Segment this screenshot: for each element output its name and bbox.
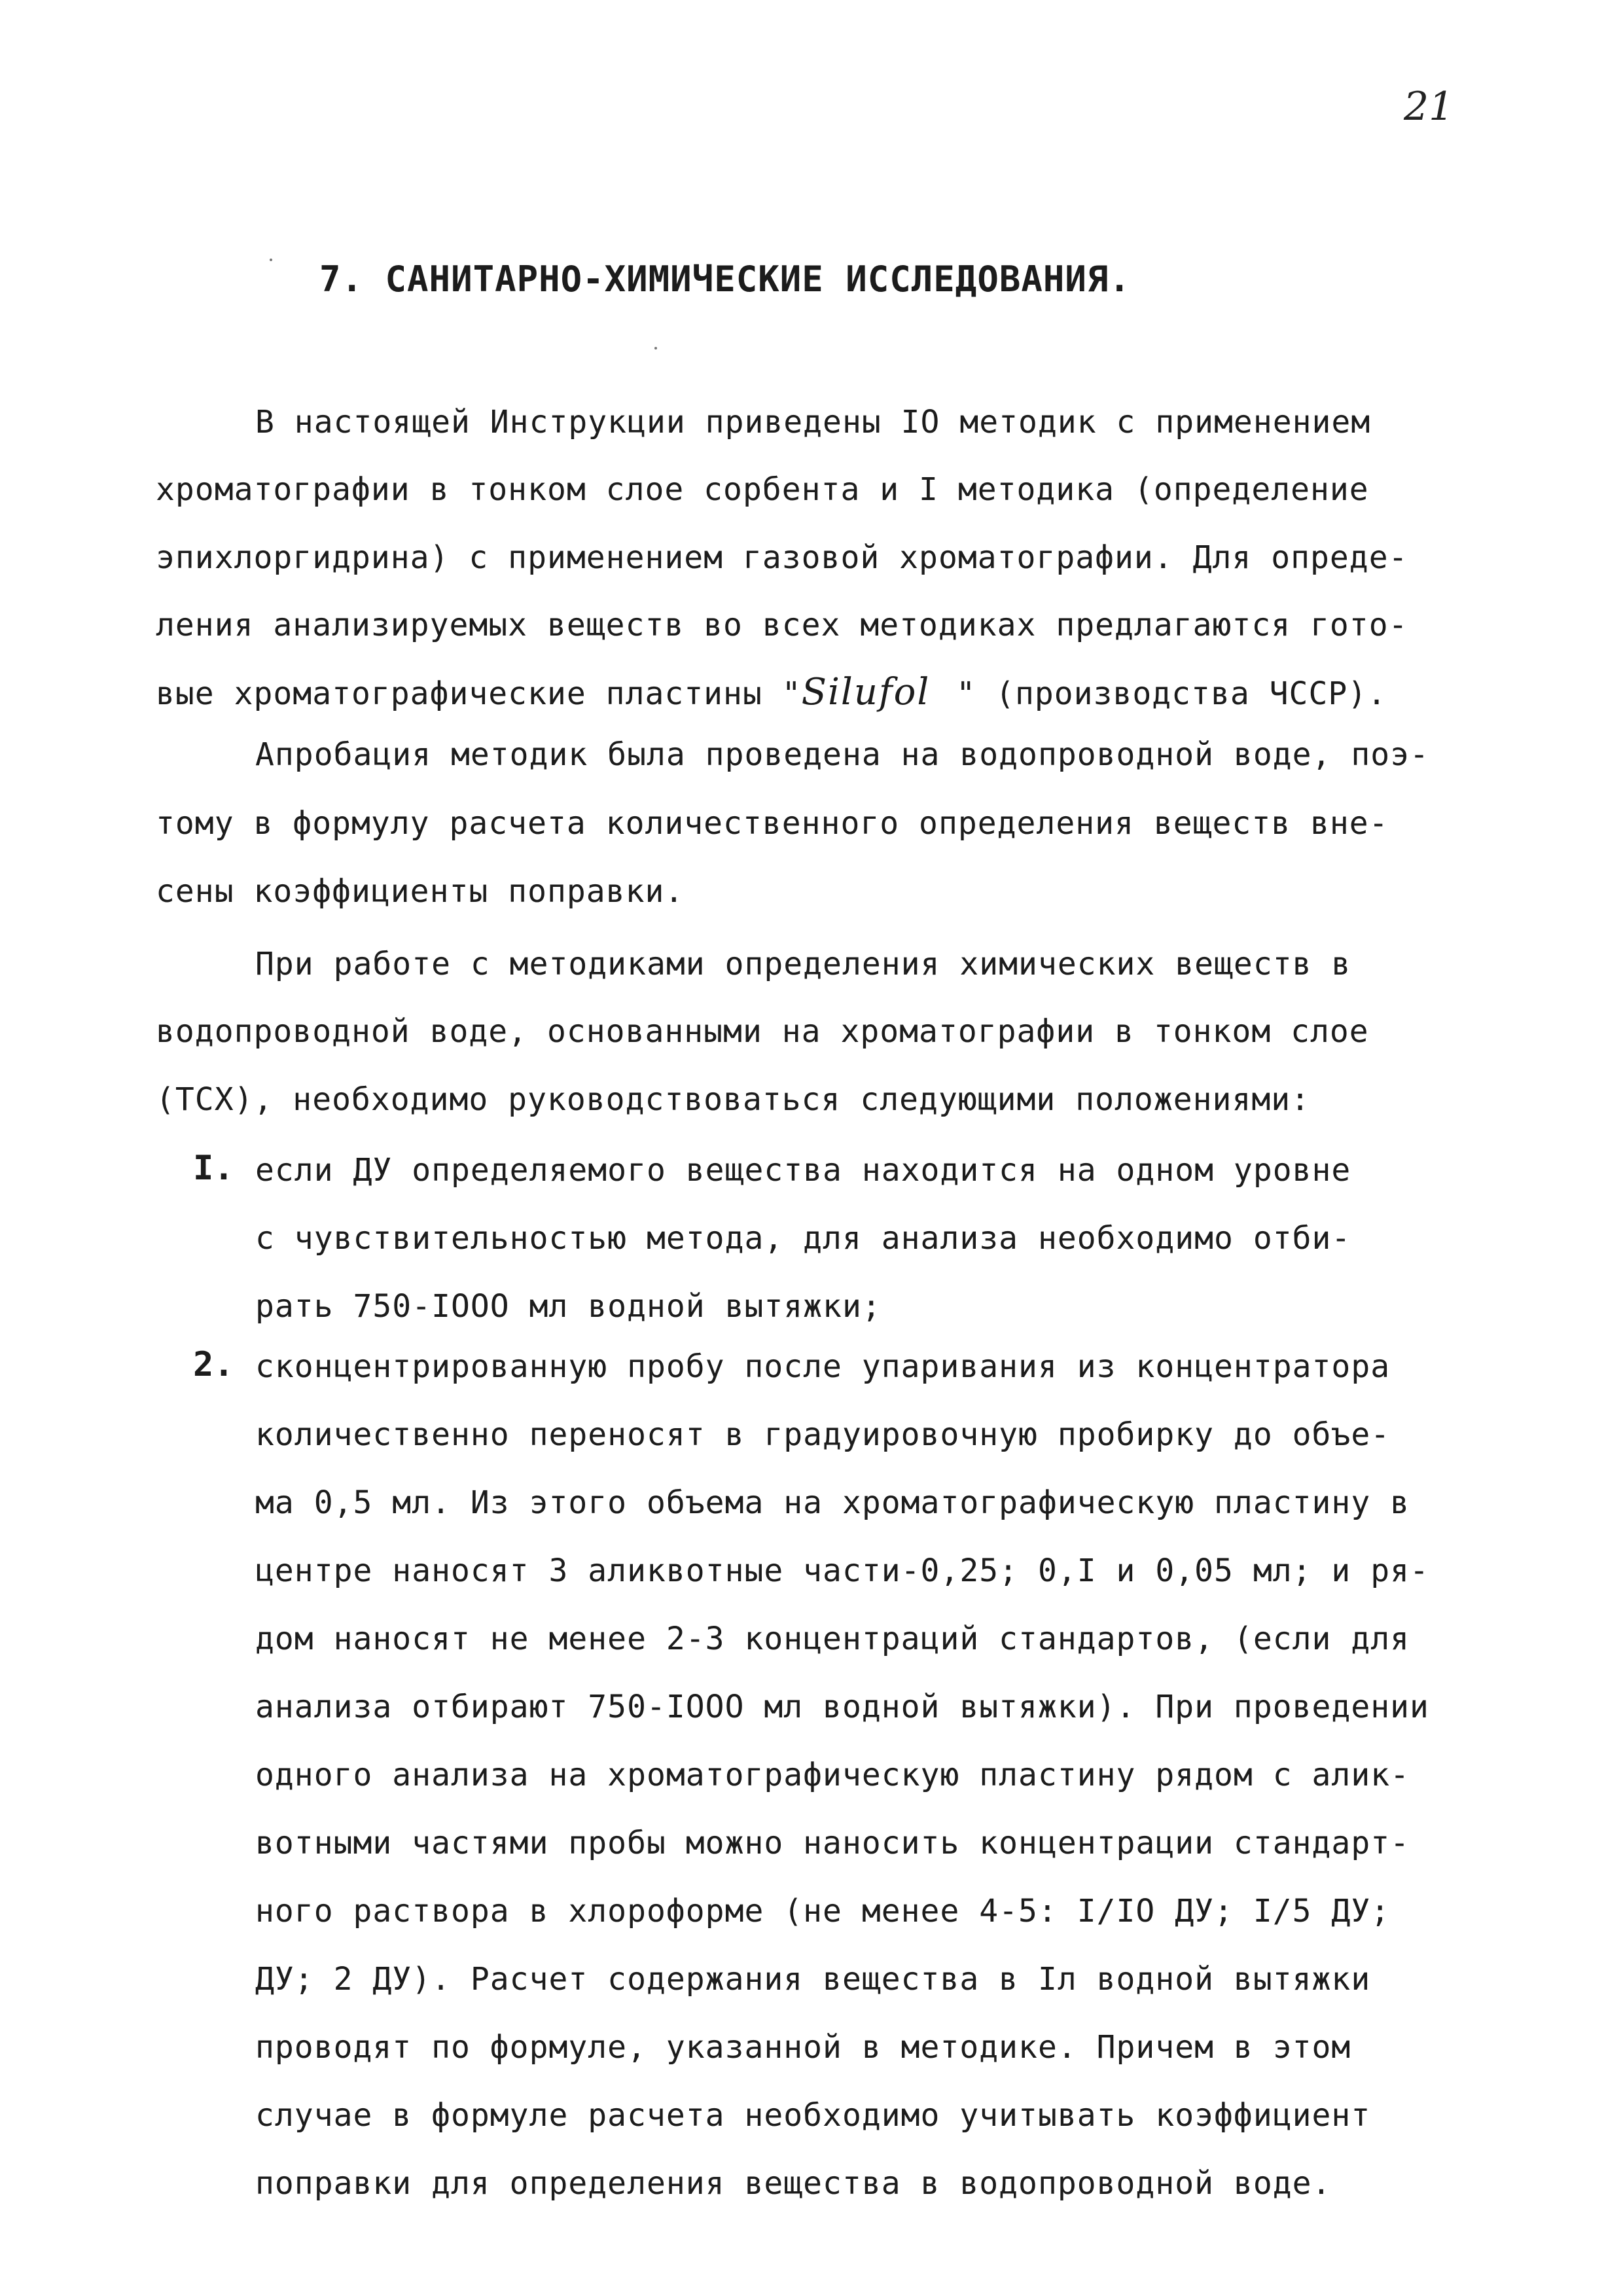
text-line: В настоящей Инструкции приведены IO методик с применением — [255, 404, 1371, 440]
text-line: поправки для определения вещества в водопроводной воде. — [255, 2165, 1332, 2202]
text-line: рать 750-IOOO мл водной вытяжки; — [255, 1288, 882, 1325]
text-line: водопроводной воде, основанными на хроматографии в тонком слое — [156, 1013, 1369, 1050]
item-number: 2. — [193, 1345, 234, 1384]
text-line: количественно переносят в градуировочную пробирку до объе- — [255, 1416, 1391, 1453]
section-heading: 7. САНИТАРНО-ХИМИЧЕСКИЕ ИССЛЕДОВАНИЯ. — [319, 259, 1131, 300]
text-line: эпихлоргидрина) с применением газовой хроматографии. Для опреде- — [156, 539, 1408, 576]
text-line: сены коэффициенты поправки. — [156, 873, 685, 910]
text-line: ма 0,5 мл. Из этого объема на хроматографическую пластину в — [255, 1484, 1410, 1521]
text-line: анализа отбирают 750-IOOO мл водной вытяжки). При проведении — [255, 1689, 1429, 1725]
text-line: случае в формуле расчета необходимо учитывать коэффициент — [255, 2097, 1371, 2134]
text-line: сконцентрированную пробу после упаривания из концентратора — [255, 1348, 1391, 1385]
handwritten-silufol: Silufol — [801, 671, 931, 713]
text-line: центре наносят 3 аликвотные части-0,25; 0,I и 0,05 мл; и ря- — [255, 1552, 1429, 1589]
speck-mark — [270, 259, 272, 261]
text-fragment: вые хроматографические пластины " — [156, 675, 802, 712]
page-number: 21 — [1404, 84, 1454, 130]
text-line: дом наносят не менее 2-3 концентраций стандартов, (если для — [255, 1621, 1410, 1657]
text-line: ления анализируемых веществ во всех методиках предлагаются гото- — [156, 607, 1408, 643]
text-fragment: " (производства ЧССР). — [956, 675, 1387, 712]
text-line: одного анализа на хроматографическую пластину рядом с алик- — [255, 1757, 1410, 1793]
text-line — [156, 673, 1387, 713]
text-line: тому в формулу расчета количественного определения веществ вне- — [156, 805, 1389, 842]
text-line: Апробация методик была проведена на водопроводной воде, поэ- — [255, 736, 1429, 773]
text-line: вотными частями пробы можно наносить концентрации стандарт- — [255, 1825, 1410, 1861]
text-line: При работе с методиками определения химических веществ в — [255, 946, 1351, 982]
text-line: если ДУ определяемого вещества находится на одном уровне — [255, 1152, 1351, 1189]
text-line: хроматографии в тонком слое сорбента и I методика (определение — [156, 471, 1369, 508]
speck-mark — [654, 347, 657, 350]
text-line: ДУ; 2 ДУ). Расчет содержания вещества в Iл водной вытяжки — [255, 1961, 1371, 1998]
text-line: с чувствительностью метода, для анализа необходимо отби- — [255, 1220, 1351, 1257]
text-line: проводят по формуле, указанной в методике. Причем в этом — [255, 2029, 1351, 2066]
text-line: (ТСХ), необходимо руководствоваться следующими положениями: — [156, 1081, 1311, 1118]
item-number: I. — [193, 1149, 234, 1188]
text-line: ного раствора в хлороформе (не менее 4-5: I/IO ДУ; I/5 ДУ; — [255, 1893, 1391, 1929]
